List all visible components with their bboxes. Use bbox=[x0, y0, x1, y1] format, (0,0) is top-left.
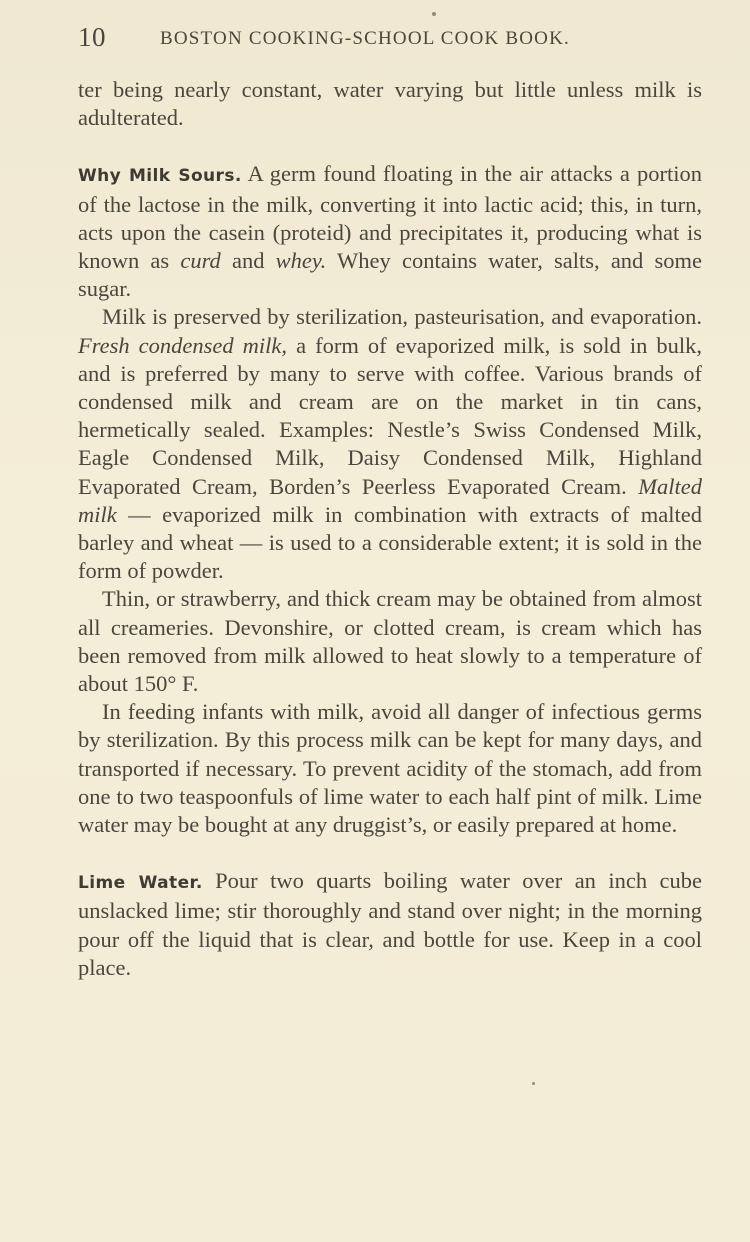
section-heading-why-milk-sours: Why Milk Sours. bbox=[78, 166, 242, 187]
text-run: a form of evaporized milk, is sold in bulk, and is preferred by many to serve with coffee. Various brands of condensed milk and cream are on the market in tin cans, hermetically sealed. Examples: Nestle’s Swiss Condensed Milk, Eagle Condensed Milk, Daisy Condensed Milk, Highland Evaporated Cream, Borden’s Peerless Evaporated Cream. bbox=[78, 332, 702, 499]
paragraph-preservation bbox=[78, 303, 702, 585]
italic-term-curd: curd bbox=[180, 248, 221, 274]
text-run: — evaporized milk in combination with extracts of malted barley and wheat — is used to a considerable extent; it is sold in the form of powder. bbox=[78, 501, 702, 584]
italic-term-fresh-condensed-milk: Fresh condensed milk, bbox=[78, 332, 288, 358]
ink-speck bbox=[532, 1082, 535, 1085]
body-text bbox=[78, 76, 702, 982]
ink-speck bbox=[432, 12, 436, 16]
running-head: BOSTON COOKING-SCHOOL COOK BOOK. bbox=[160, 28, 570, 49]
italic-term-malted-milk: Malted milk bbox=[78, 473, 702, 527]
paragraph-lime-water bbox=[78, 867, 702, 982]
text-run: Milk is preserved by sterilization, pasteurisation, and evaporation. bbox=[102, 304, 702, 330]
text-run: A germ found floating in the air attacks a portion of the lactose in the milk, converting it into lactic acid; this, in turn, acts upon the casein (proteid) and precipitates it, producing what is known as bbox=[78, 161, 702, 274]
paragraph-why-milk-sours bbox=[78, 160, 702, 303]
italic-term-whey: whey. bbox=[275, 248, 327, 274]
text-run: Whey contains water, salts, and some sugar. bbox=[78, 248, 702, 302]
paragraph-infants: In feeding infants with milk, avoid all danger of infectious germs by sterilization. By this process milk can be kept for many days, and transported if necessary. To prevent acidity of the stomach, add from one to two teaspoonfuls of lime water to each half pint of milk. Lime water may be bought at any druggist’s, or easily prepared at home. bbox=[78, 699, 702, 838]
paragraph-continuation: ter being nearly constant, water varying but little unless milk is adulterated. bbox=[78, 77, 702, 131]
paragraph-cream: Thin, or strawberry, and thick cream may be obtained from almost all creameries. Devonshire, or clotted cream, is cream which has been removed from milk allowed to heat slowly to a temperature of about 150° F. bbox=[78, 586, 702, 697]
page-header bbox=[78, 22, 618, 56]
page-number: 10 bbox=[78, 22, 106, 52]
text-run: and bbox=[220, 248, 276, 274]
section-heading-lime-water: Lime Water. bbox=[78, 873, 203, 894]
text-run: Pour two quarts boiling water over an inch cube unslacked lime; stir thoroughly and stand over night; in the morning pour off the liquid that is clear, and bottle for use. Keep in a cool place. bbox=[78, 868, 703, 980]
